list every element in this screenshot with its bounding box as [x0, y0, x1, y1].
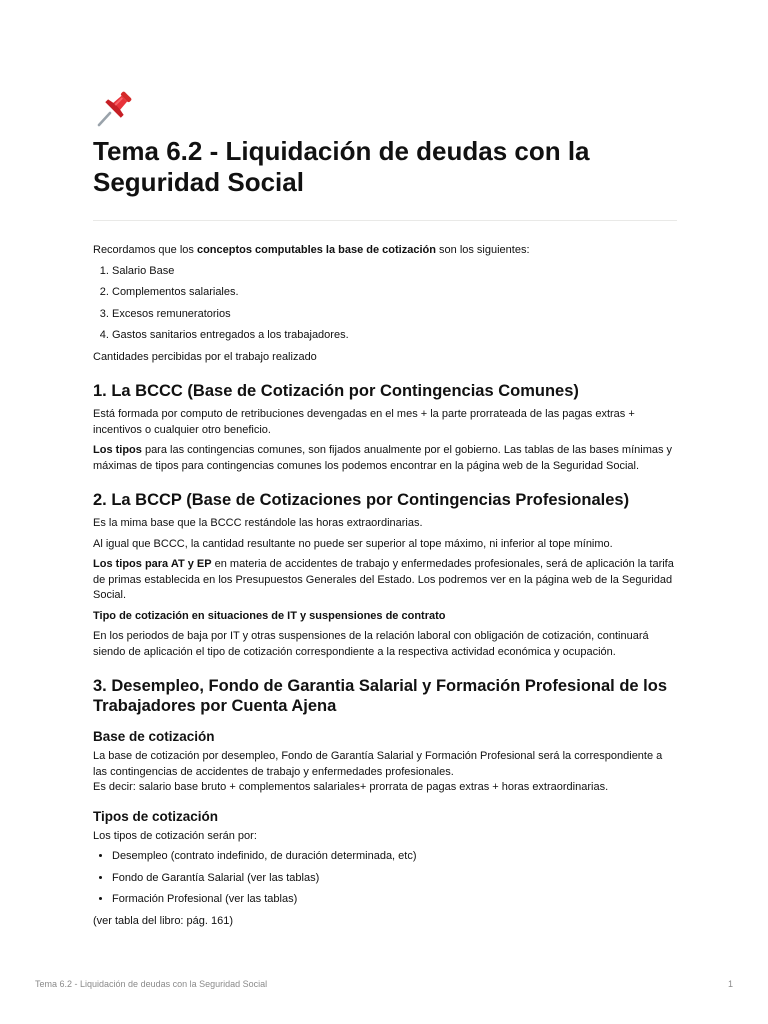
section2-paragraph: Es la mima base que la BCCC restándole las horas extraordinarias.	[93, 517, 423, 529]
tipos-intro: Los tipos de cotización serán por:	[93, 829, 257, 842]
pushpin-icon	[93, 88, 135, 130]
section1-paragraph: Los tipos para las contingencias comunes, son fijados anualmente por el gobierno. Las tablas de las bases mínimas y máximas de tipos para contingencias comunes los podemos encontrar en la página web de la Seguridad Social.	[93, 444, 673, 472]
base-cotizacion-paragraph: La base de cotización por desempleo, Fondo de Garantía Salarial y Formación Profesional será la correspondiente a las contingencias de accidentes de trabajo y enfermedades profesionales. Es decir: salario base bruto + complementos salariales+ prorrata de pagas extras + horas extraordinarias.	[93, 750, 663, 793]
base-cotizacion-heading: Base de cotización	[93, 729, 215, 744]
section2-paragraph: Al igual que BCCC, la cantidad resultante no puede ser superior al tope máximo, ni inferior al tope mínimo.	[93, 537, 613, 550]
list-item: • Formación Profesional (ver las tablas)	[112, 892, 677, 908]
section1-paragraph: Está formada por computo de retribuciones devengadas en el mes + la parte prorrateada de las pagas extras + incentivos o cualquier otro beneficio.	[93, 408, 635, 436]
page-title: Tema 6.2 - Liquidación de deudas con la Seguridad Social	[93, 136, 590, 197]
section2-subheading: Tipo de cotización en situaciones de IT y suspensiones de contrato	[93, 609, 446, 622]
table-reference-note: (ver tabla del libro: pág. 161)	[93, 914, 234, 927]
list-item: 1. Salario Base	[112, 264, 677, 280]
section2-heading: 2. La BCCP (Base de Cotizaciones por Contingencias Profesionales)	[93, 491, 630, 509]
list-item: 4. Gastos sanitarios entregados a los trabajadores.	[112, 328, 677, 344]
intro-paragraph: Recordamos que los conceptos computables la base de cotización son los siguientes:	[93, 244, 530, 256]
section1-heading: 1. La BCCC (Base de Cotización por Contingencias Comunes)	[93, 382, 579, 400]
page-footer	[35, 979, 733, 989]
section2-paragraph: En los periodos de baja por IT y otras suspensiones de la relación laboral con obligación de cotización, continuará siendo de aplicación el tipo de cotización correspondiente a la respectiva actividad económica y ocupación.	[93, 630, 649, 658]
document-body	[93, 88, 677, 934]
title-divider	[93, 220, 677, 221]
section2-paragraph: Los tipos para AT y EP en materia de accidentes de trabajo y enfermedades profesionales, será de aplicación la tarifa de primas establecida en los Presupuestos Generales del Estado. Los podremos ver en la página web de la Seguridad Social.	[93, 558, 674, 601]
footer-title: Tema 6.2 - Liquidación de deudas con la Seguridad Social	[35, 979, 268, 989]
tipos-cotizacion-heading: Tipos de cotización	[93, 808, 219, 824]
list-item: • Fondo de Garantía Salarial (ver las tablas)	[112, 871, 677, 887]
section3-heading: 3. Desempleo, Fondo de Garantia Salarial y Formación Profesional de los Trabajadores por Cuenta Ajena	[93, 677, 667, 715]
intro-note: Cantidades percibidas por el trabajo realizado	[93, 350, 317, 363]
list-item: 3. Excesos remuneratorios	[112, 307, 677, 323]
list-item: 2. Complementos salariales.	[112, 285, 677, 301]
list-item: • Desempleo (contrato indefinido, de duración determinada, etc)	[112, 849, 677, 865]
page-number: 1	[727, 979, 733, 989]
types-list	[93, 849, 677, 908]
concepts-list	[93, 264, 677, 344]
